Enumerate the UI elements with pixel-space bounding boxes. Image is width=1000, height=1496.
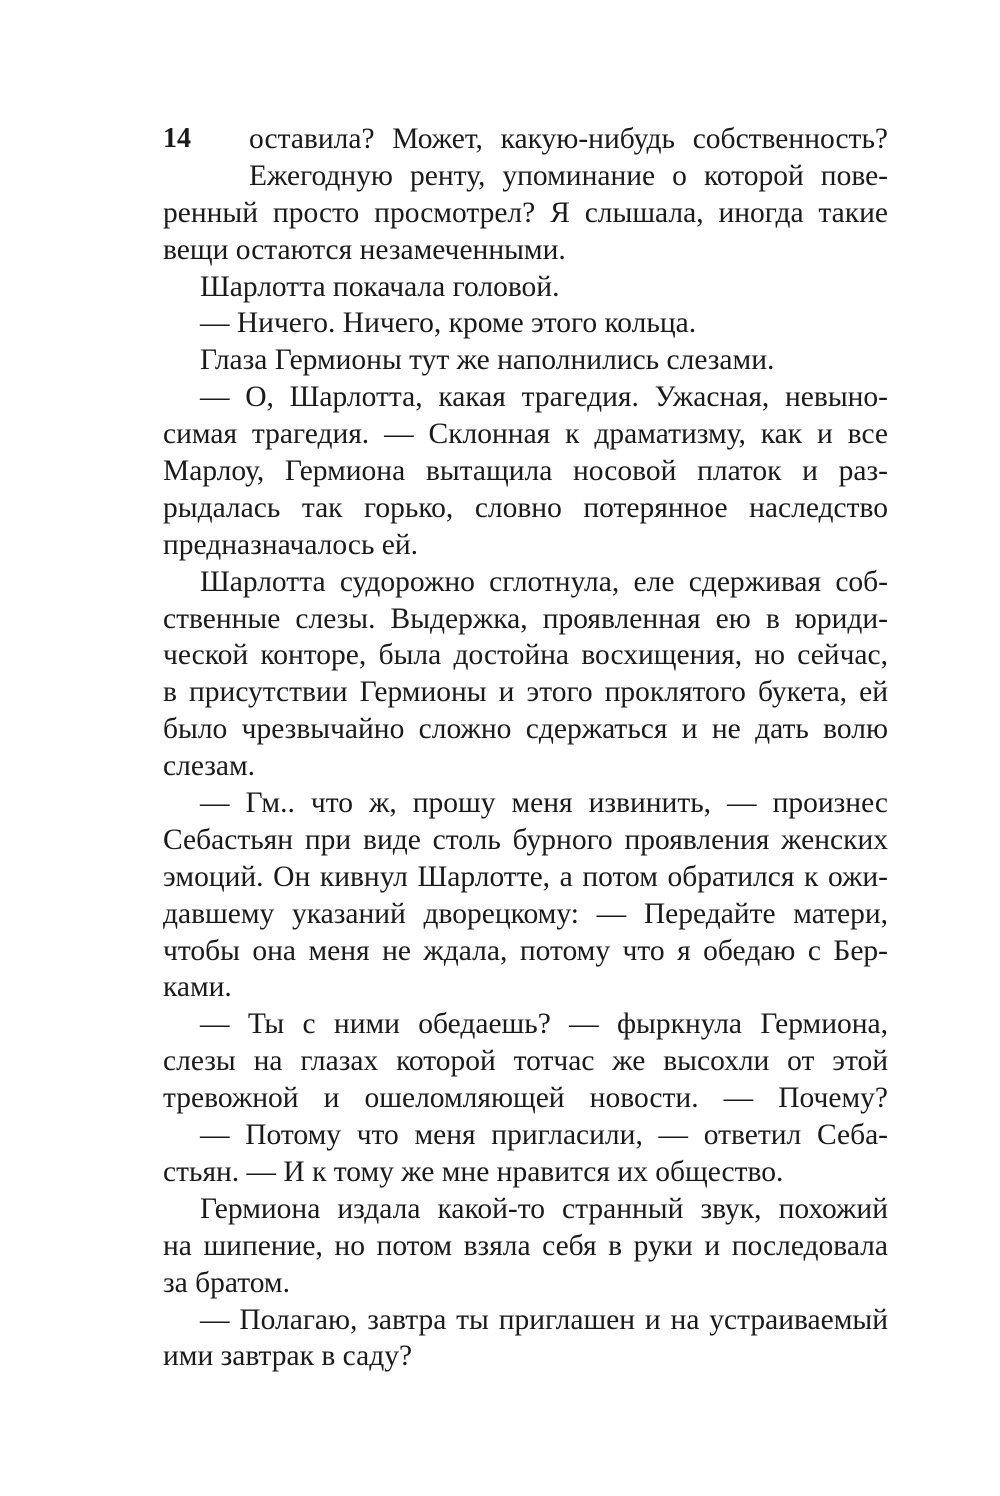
text-line: Ежегодную ренту, упоминание о которой пове-: [249, 159, 888, 192]
text-line: — О, Шарлотта, какая трагедия. Ужасная, невыно-: [200, 381, 888, 414]
text-line: оставила? Может, какую-нибудь собственность?: [249, 123, 888, 155]
text-line: — Гм.. что ж, прошу меня извинить, — произнес: [200, 787, 888, 820]
text-line: вещи остаются незамеченными.: [163, 233, 566, 266]
text-line: ственные слезы. Выдержка, проявленная ею в юриди-: [163, 602, 888, 635]
text-line: стьян. — И к тому же мне нравится их общество.: [163, 1155, 784, 1188]
text-line: ими завтрак в саду?: [163, 1340, 413, 1373]
text-line: — Ничего. Ничего, кроме этого кольца.: [200, 307, 697, 340]
text-line: ческой конторе, была достойна восхищения, но сейчас,: [163, 639, 888, 672]
text-line: — Ты с ними обедаешь? — фыркнула Гермиона,: [200, 1008, 888, 1041]
text-line: эмоций. Он кивнул Шарлотте, а потом обратился к ожи-: [163, 860, 888, 893]
text-line: — Полагаю, завтра ты приглашен и на устраиваемый: [200, 1303, 888, 1336]
text-line: в присутствии Гермионы и этого проклятого букета, ей: [163, 676, 888, 709]
text-line: симая трагедия. — Склонная к драматизму, как и все: [163, 418, 888, 451]
text-line: рыдалась так горько, словно потерянное наследство: [163, 491, 888, 524]
text-line: Гермиона издала какой-то странный звук, похожий: [200, 1192, 888, 1225]
text-line: Шарлотта покачала головой.: [200, 270, 560, 303]
text-line: тревожной и ошеломляющей новости. — Почему?: [163, 1082, 888, 1115]
text-line: Шарлотта судорожно сглотнула, еле сдерживая соб-: [200, 565, 888, 598]
text-line: было чрезвычайно сложно сдержаться и не дать волю: [163, 713, 888, 746]
text-line: Глаза Гермионы тут же наполнились слезами.: [200, 344, 775, 377]
text-line: предназначалось ей.: [163, 528, 419, 561]
text-line: чтобы она меня не ждала, потому что я обедаю с Бер-: [163, 934, 888, 967]
text-line: слезы на глазах которой тотчас же высохли от этой: [163, 1045, 888, 1078]
text-line: — Потому что меня пригласили, — ответил Себа-: [200, 1119, 888, 1152]
text-line: ренный просто просмотрел? Я слышала, иногда такие: [163, 196, 888, 229]
text-line: Себастьян при виде столь бурного проявления женских: [163, 823, 888, 856]
text-line: слезам.: [163, 750, 256, 783]
text-line: ками.: [163, 971, 232, 1004]
page-number: 14: [163, 123, 191, 154]
text-line: давшему указаний дворецкому: — Передайте матери,: [163, 897, 888, 930]
text-line: за братом.: [163, 1266, 290, 1299]
body-text: [163, 121, 888, 1375]
text-line: Марлоу, Гермиона вытащила носовой платок и раз-: [163, 455, 888, 488]
text-line: на шипение, но потом взяла себя в руки и последовала: [163, 1229, 888, 1262]
